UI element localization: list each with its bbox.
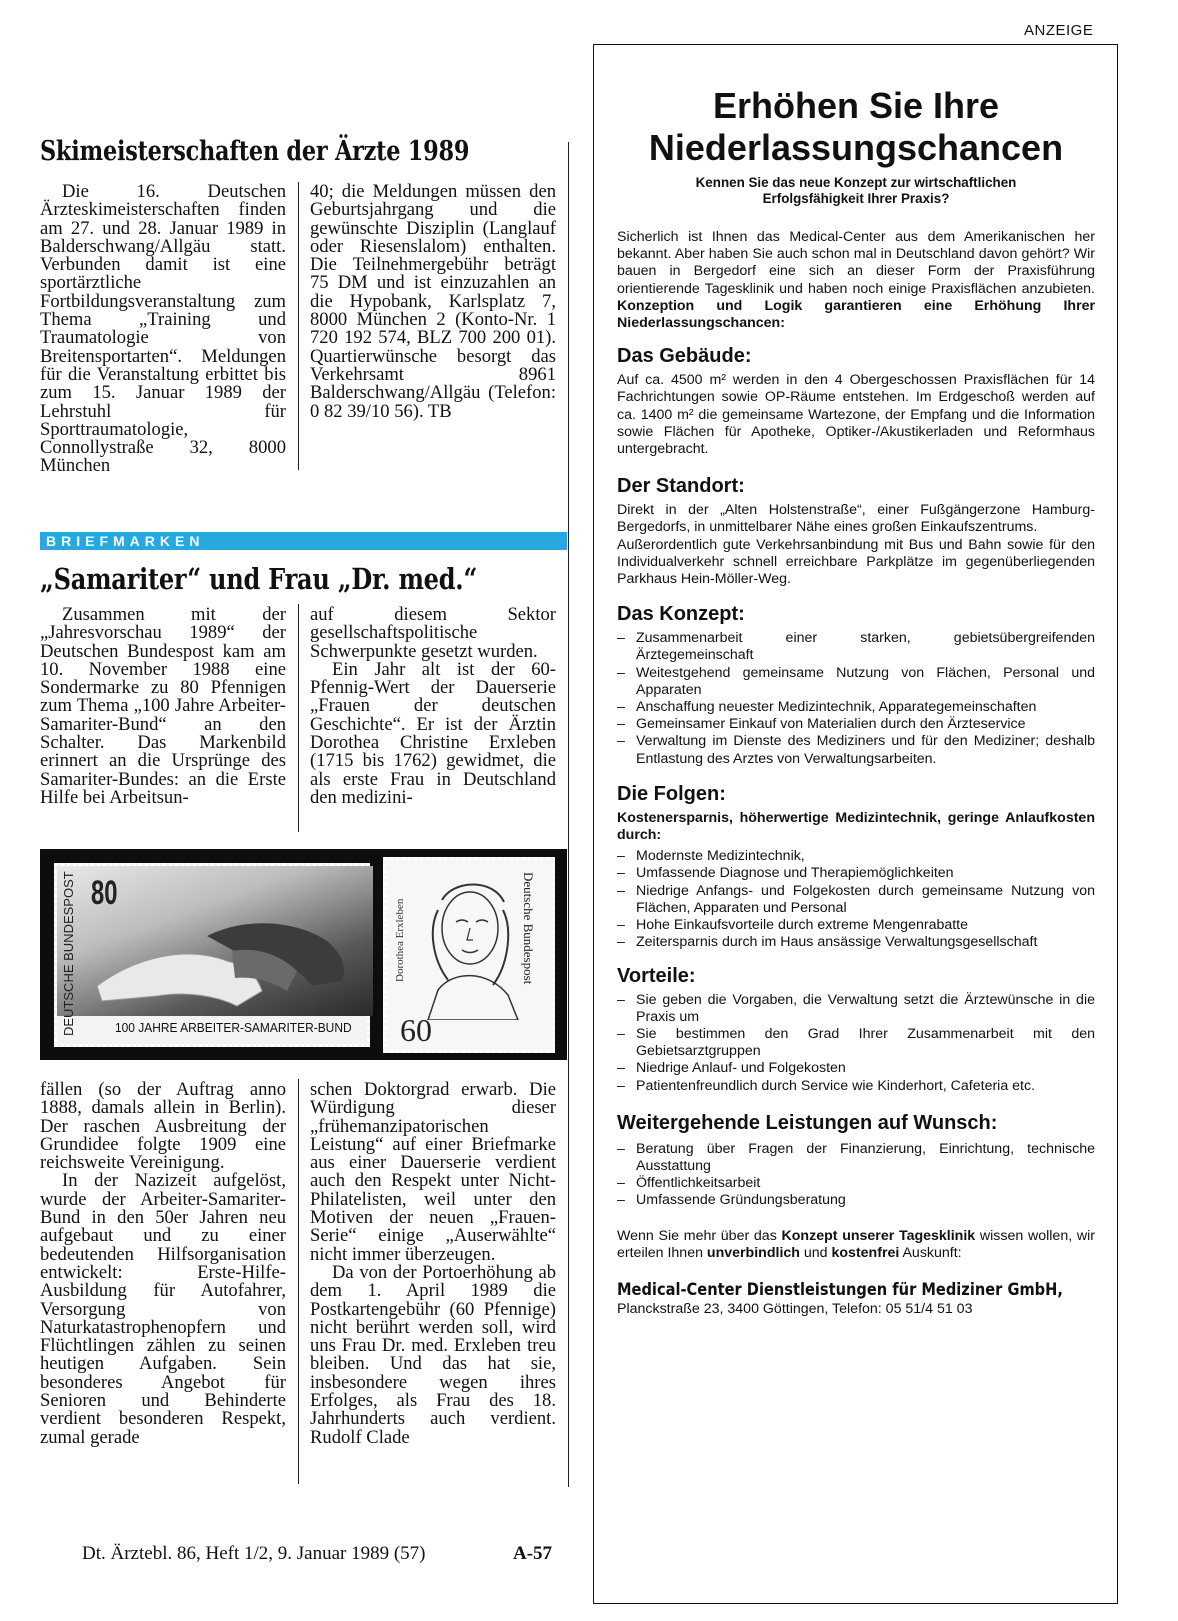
ad-section-text: Auf ca. 4500 m² werden in den 4 Obergeschossen Praxisflächen für 14 Fachrichtungen sowie OP-Räume entstehen. Im Erdgeschoß werden auf ca. 1400 m² die gemeinsame Wartezone, der Empfang und die Information sowie Flächen für Apotheke, Optiker-/Akustikerladen und Reformhaus untergebracht. [617, 372, 1095, 458]
ad-intro-bold: Konzeption und Logik garantieren eine Erhöhung Ihrer Niederlassungschancen: [617, 297, 1095, 332]
ad-closing-text: Auskunft: [899, 1244, 962, 1261]
article-stamps-col2-bottom [310, 1081, 556, 1447]
ad-closing-text: wissen wollen, wir erteilen Ihnen [617, 1227, 1095, 1261]
stamp-vertical-text: DEUTSCHE BUNDESPOST [61, 871, 76, 1036]
ad-closing-text: und [799, 1244, 832, 1261]
list-item: – Zeitersparnis durch im Haus ansässige Verwaltungsgesellschaft [617, 934, 1095, 951]
paragraph: Zusammen mit der „Jahresvorschau 1989“ der Deutschen Bundespost kam am 10. November 1988 eine Sondermarke zu 80 Pfennigen zum Thema „100 Jahre Arbeiter-Samariter-Bund“ an den Schalter. Das Markenbild erinnert an die Ursprünge des Samariter-Bundes: an die Erste Hilfe bei Arbeitsun- [40, 604, 286, 808]
list-item: – Gemeinsamer Einkauf von Materialien durch den Ärzteservice [617, 716, 1095, 733]
ad-company-address: Planckstraße 23, 3400 Göttingen, Telefon: 05 51/4 51 03 [617, 1300, 973, 1317]
stamp-country-vertical: Deutsche Bundespost [521, 872, 536, 985]
list-item: – Modernste Medizintechnik, [617, 848, 1095, 865]
stamp-erxleben [383, 857, 555, 1053]
advertisement-box [593, 44, 1118, 1604]
stamp-samariter [54, 863, 370, 1047]
article-stamps-col2-top [310, 606, 556, 807]
ad-section-heading: Das Gebäude: [617, 345, 752, 368]
ad-subheadline: Kennen Sie das neue Konzept zur wirtschaftlichen Erfolgsfähigkeit Ihrer Praxis? [695, 175, 1017, 206]
list-item: – Anschaffung neuester Medizintechnik, Apparategemeinschaften [617, 699, 1095, 716]
paragraph: Da von der Portoerhöhung ab dem 1. April 1989 die Postkartengebühr (60 Pfennige) nicht berührt werden soll, wird uns Frau Dr. med. Erxleben treu bleiben. Und das hat sie, insbesondere wegen ihres Erfolges, als Frau des 18. Jahrhunderts auch verdient. Rudolf Clade [310, 1261, 556, 1448]
ad-section-heading: Weitergehende Leistungen auf Wunsch: [617, 1111, 998, 1134]
article-stamps-col1-top [40, 606, 286, 807]
paragraph: fällen (so der Auftrag anno 1888, damals allein in Berlin). Der raschen Ausbreitung der Grundidee folgte 1909 eine reichsweite Vereinigung. [40, 1079, 286, 1174]
list-item: – Umfassende Gründungsberatung [617, 1192, 1095, 1209]
stamps-image [40, 849, 567, 1060]
ad-section-heading: Das Konzept: [617, 603, 745, 626]
ad-closing-bold: unverbindlich [706, 1244, 800, 1261]
ad-list-concept [617, 630, 1095, 768]
list-item: – Weitestgehend gemeinsame Nutzung von Flächen, Personal und Apparaten [617, 665, 1095, 699]
article-stamps-col1-bottom [40, 1081, 286, 1447]
advertisement-label: ANZEIGE [1024, 22, 1094, 39]
ad-section-heading: Der Standort: [617, 475, 745, 498]
ad-intro [617, 229, 1095, 332]
list-item: – Patientenfreundlich durch Service wie Kinderhort, Cafeteria etc. [617, 1078, 1095, 1095]
ad-intro-text: Sicherlich ist Ihnen das Medical-Center aus dem Amerikanischen her bekannt. Aber haben Sie auch schon mal in Deutschland davon gehört? Wir bauen in Bergedorf eine sich an dieser Form der Praxisführung orientierende Tagesklinik und haben noch einige Praxisflächen anzubieten. [617, 229, 1095, 297]
ad-section-text: Außerordentlich gute Verkehrsanbindung mit Bus und Bahn sowie für den Individualverkehr schnell erreichbare Parkplätze im gegenüberliegenden Parkhaus Hein-Möller-Weg. [617, 536, 1095, 588]
paragraph: schen Doktorgrad erwarb. Die Würdigung dieser „frühemanzipatorischen Leistung“ auf einer Briefmarke aus einer Dauerserie verdient auch den Respekt unter Nicht-Philatelisten, weil unter den Motiven der neuen „Frauen-Serie“ einige „Auserwählte“ nicht immer überzeugen. [310, 1079, 556, 1265]
list-item: – Verwaltung im Dienste des Mediziners und für den Mediziner; deshalb Entlastung des Arztes von Verwaltungsarbeiten. [617, 733, 1095, 767]
portrait-illustration [408, 870, 528, 1020]
ad-company-name: Medical-Center Dienstleistungen für Mediziner GmbH, [617, 1279, 1063, 1300]
section-label: BRIEFMARKEN [46, 533, 205, 549]
list-item: – Niedrige Anlauf- und Folgekosten [617, 1060, 1095, 1077]
paragraph: 40; die Meldungen müssen den Geburtsjahrgang und die gewünschte Disziplin (Langlauf oder Riesenslalom) enthalten. Die Teilnehmergebühr beträgt 75 DM und ist einzuzahlen an die Hypobank, Karlsplatz 7, 8000 München 2 (Konto-Nr. 1 720 192 574, BLZ 700 200 01). Quartierwünsche besorgt das Verkehrsamt 8961 Balderschwang/Allgäu (Telefon: 0 82 39/10 56). TB [310, 181, 556, 422]
ad-headline: Erhöhen Sie Ihre Niederlassungschancen [648, 85, 1064, 168]
ad-list-services [617, 1141, 1095, 1210]
list-item: – Sie bestimmen den Grad Ihrer Zusammenarbeit mit den Gebietsarztgruppen [617, 1026, 1095, 1060]
page-column-divider [568, 142, 569, 1487]
stamp-caption: 100 JAHRE ARBEITER-SAMARITER-BUND [115, 1020, 352, 1035]
column-divider [298, 182, 299, 470]
article-ski-col1 [40, 183, 286, 476]
paragraph: auf diesem Sektor gesellschaftspolitische Schwerpunkte gesetzt wurden. [310, 604, 556, 662]
list-item: – Beratung über Fragen der Finanzierung, Einrichtung, technische Ausstattung [617, 1141, 1095, 1175]
ad-section-bold: Kostenersparnis, höherwertige Medizintechnik, geringe Anlaufkosten durch: [617, 809, 1095, 844]
section-banner [40, 532, 567, 550]
list-item: – Öffentlichkeitsarbeit [617, 1175, 1095, 1192]
list-item: – Umfassende Diagnose und Therapiemöglichkeiten [617, 865, 1095, 882]
column-divider [298, 604, 299, 832]
paragraph: Die 16. Deutschen Ärzteskimeisterschaften finden am 27. und 28. Januar 1989 in Balderschwang/Allgäu statt. Verbunden damit ist eine sportärztliche Fortbildungsveranstaltung zum Thema „Training und Traumatologie von Breitensportarten“. Meldungen für die Veranstaltung erbittet bis zum 15. Januar 1989 der Lehrstuhl für Sporttraumatologie, Connollystraße 32, 8000 München [40, 181, 286, 477]
ad-closing-bold: kostenfrei [831, 1244, 900, 1261]
ad-section-text: Direkt in der „Alten Holstenstraße“, einer Fußgängerzone Hamburg-Bergedorfs, in unmittelbarer Nähe eines großen Einkaufszentrums. [617, 502, 1095, 536]
stamp-name-vertical: Dorothea Erxleben [394, 898, 406, 982]
ad-section-heading: Die Folgen: [617, 782, 726, 805]
footer-citation: Dt. Ärztebl. 86, Heft 1/2, 9. Januar 1989 (57) [82, 1543, 426, 1564]
article-ski-col2 [310, 183, 556, 421]
list-item: – Niedrige Anfangs- und Folgekosten durch gemeinsame Nutzung von Flächen, Apparaten und Personal [617, 883, 1095, 917]
list-item: – Zusammenarbeit einer starken, gebietsübergreifenden Ärztegemeinschaft [617, 630, 1095, 664]
ad-section-heading: Vorteile: [617, 964, 696, 987]
article-title-ski: Skimeisterschaften der Ärzte 1989 [40, 136, 470, 167]
article-title-stamps: „Samariter“ und Frau „Dr. med.“ [40, 562, 478, 596]
stamp-value-80: 80 [91, 874, 118, 912]
ad-list-consequences [617, 848, 1095, 951]
ad-closing [617, 1228, 1095, 1262]
paragraph: In der Nazizeit aufgelöst, wurde der Arbeiter-Samariter-Bund in den 50er Jahren neu aufgebaut und zu einer bedeutenden Hilfsorganisation entwickelt: Erste-Hilfe-Ausbildung für Autofahrer, Versorgung von Naturkatastrophenopfern und Flüchtlingen zählen zu seinen heutigen Aufgaben. Sein besonderes Angebot für Senioren und Behinderte verdient besonderen Respekt, zumal gerade [40, 1170, 286, 1448]
ad-closing-bold: Konzept unserer Tagesklinik [781, 1227, 976, 1244]
stamp-value-60: 60 [400, 1012, 432, 1048]
column-divider [298, 1079, 299, 1484]
ad-closing-text: Wenn Sie mehr über das [617, 1227, 782, 1244]
list-item: – Hohe Einkaufsvorteile durch extreme Mengenrabatte [617, 917, 1095, 934]
list-item: – Sie geben die Vorgaben, die Verwaltung setzt die Ärztewünsche in die Praxis um [617, 992, 1095, 1026]
paragraph: Ein Jahr alt ist der 60-Pfennig-Wert der Dauerserie „Frauen der deutschen Geschichte“. Er ist der Ärztin Dorothea Christine Erxleben (1715 bis 1762) gewidmet, die als erste Frau in Deutschland den medizini- [310, 658, 556, 808]
footer-page-number: A-57 [513, 1543, 553, 1564]
ad-list-advantages [617, 992, 1095, 1095]
